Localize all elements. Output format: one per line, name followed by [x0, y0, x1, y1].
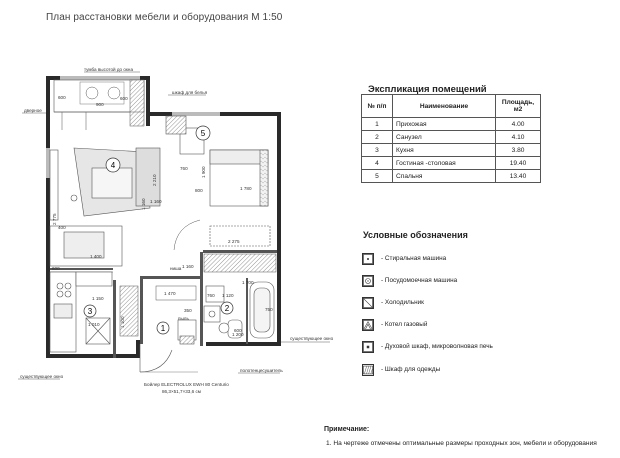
dishwasher-icon — [362, 275, 374, 287]
callout-existing-window-left: существующее окно — [20, 374, 64, 379]
table-row — [362, 131, 541, 144]
dim: 1 780 — [240, 186, 252, 191]
table-row — [362, 144, 541, 157]
table-row — [362, 157, 541, 170]
header-area: Площадь, м2 — [496, 95, 541, 118]
washer-icon — [362, 253, 374, 265]
dim: 750 — [265, 307, 273, 312]
walls — [46, 76, 281, 358]
fridge-icon — [362, 297, 374, 309]
legend-title: Условные обозначения — [363, 230, 468, 240]
cell-name: Санузел — [393, 131, 496, 144]
dim: 1 160 — [141, 198, 146, 210]
header-name: Наименование — [393, 95, 496, 118]
dim: 2 275 — [228, 239, 240, 244]
cell-num: 1 — [362, 118, 393, 131]
dim: 1 470 — [164, 291, 176, 296]
dim: 1 120 — [222, 293, 234, 298]
dim: 400 — [58, 225, 66, 230]
cell-num: 4 — [362, 157, 393, 170]
bedroom — [166, 116, 270, 250]
wardrobe-icon — [362, 364, 374, 376]
room-number-3: 3 — [87, 307, 93, 316]
dim: 1 150 — [92, 296, 104, 301]
dim: 1 400 — [90, 254, 102, 259]
dim: 800 — [195, 188, 203, 193]
callout-towel-dryer: полотенцесушитель — [240, 368, 283, 373]
dim: 760 — [207, 293, 215, 298]
callout-existing-window-right: существующее окно — [290, 336, 334, 341]
dim: 600 — [52, 266, 60, 271]
legend-label: - Посудомоечная машина — [381, 277, 458, 284]
dim: 600 — [58, 95, 66, 100]
table-header-row — [362, 95, 541, 118]
cell-area: 13.40 — [496, 170, 541, 183]
legend-label: - Стиральная машина — [381, 255, 447, 262]
oven-icon — [362, 341, 374, 353]
cell-name: Гостиная -столовая — [393, 157, 496, 170]
cell-num: 3 — [362, 144, 393, 157]
dim: 2 210 — [152, 174, 157, 186]
cell-area: 4.00 — [496, 118, 541, 131]
dim: 600 — [234, 328, 242, 333]
legend-label: - Духовой шкаф, микроволновая печь — [381, 343, 493, 350]
table-row — [362, 170, 541, 183]
cell-num: 2 — [362, 131, 393, 144]
note-title: Примечание: — [324, 426, 370, 433]
callout-boiler-line1: Бойлер ELECTROLUX EWH 80 Centurio — [144, 382, 229, 387]
page-title: План расстановки мебели и оборудования М 1:50 — [46, 12, 283, 23]
dim: 760 — [180, 166, 188, 171]
callout-tumba: тумба высотой до окна — [84, 67, 134, 72]
legend-label: - Котел газовый — [381, 321, 428, 328]
kitchen — [50, 272, 112, 352]
table-row — [362, 118, 541, 131]
dim: 1 160 — [150, 199, 162, 204]
callout-boiler-line2: 86,3×51,7×33,6 см — [162, 389, 201, 394]
note-text: 1. На чертеже отмечены оптимальные размеры проходных зон, мебели и оборудования — [326, 440, 597, 447]
legend-label: - Шкаф для одежды — [381, 366, 441, 373]
callout-shkaf-belya: шкаф для белья — [172, 90, 208, 95]
cell-area: 3.80 — [496, 144, 541, 157]
cell-num: 5 — [362, 170, 393, 183]
dim: 350 — [184, 308, 192, 313]
explication-table — [361, 94, 541, 183]
cell-name: Спальня — [393, 170, 496, 183]
cell-name: Прихожая — [393, 118, 496, 131]
dim: 1 900 — [201, 166, 206, 178]
callout-pyld: пыль — [178, 316, 189, 321]
header-num: № п/п — [362, 95, 393, 118]
dim: 1 010 — [88, 322, 100, 327]
dim: 1 700 — [242, 280, 254, 285]
room-number-4: 4 — [110, 161, 116, 170]
dim: 1 160 — [182, 264, 194, 269]
dim: 600 — [120, 96, 128, 101]
dim: 900 — [96, 102, 104, 107]
room-number-5: 5 — [200, 129, 206, 138]
callout-dvernoe: дверное — [24, 108, 42, 113]
callout-nisha: ниша — [170, 266, 182, 271]
dim: 1 100 — [120, 316, 125, 328]
dim: 1 200 — [232, 332, 244, 337]
cell-area: 19.40 — [496, 157, 541, 170]
room-number-2: 2 — [224, 304, 230, 313]
explication-title: Экспликация помещений — [368, 84, 487, 95]
cell-name: Кухня — [393, 144, 496, 157]
gas-boiler-icon — [362, 319, 374, 331]
legend-label: - Холодильник — [381, 299, 424, 306]
cell-area: 4.10 — [496, 131, 541, 144]
room-number-1: 1 — [160, 324, 166, 333]
dim: 2 775 — [52, 213, 57, 225]
